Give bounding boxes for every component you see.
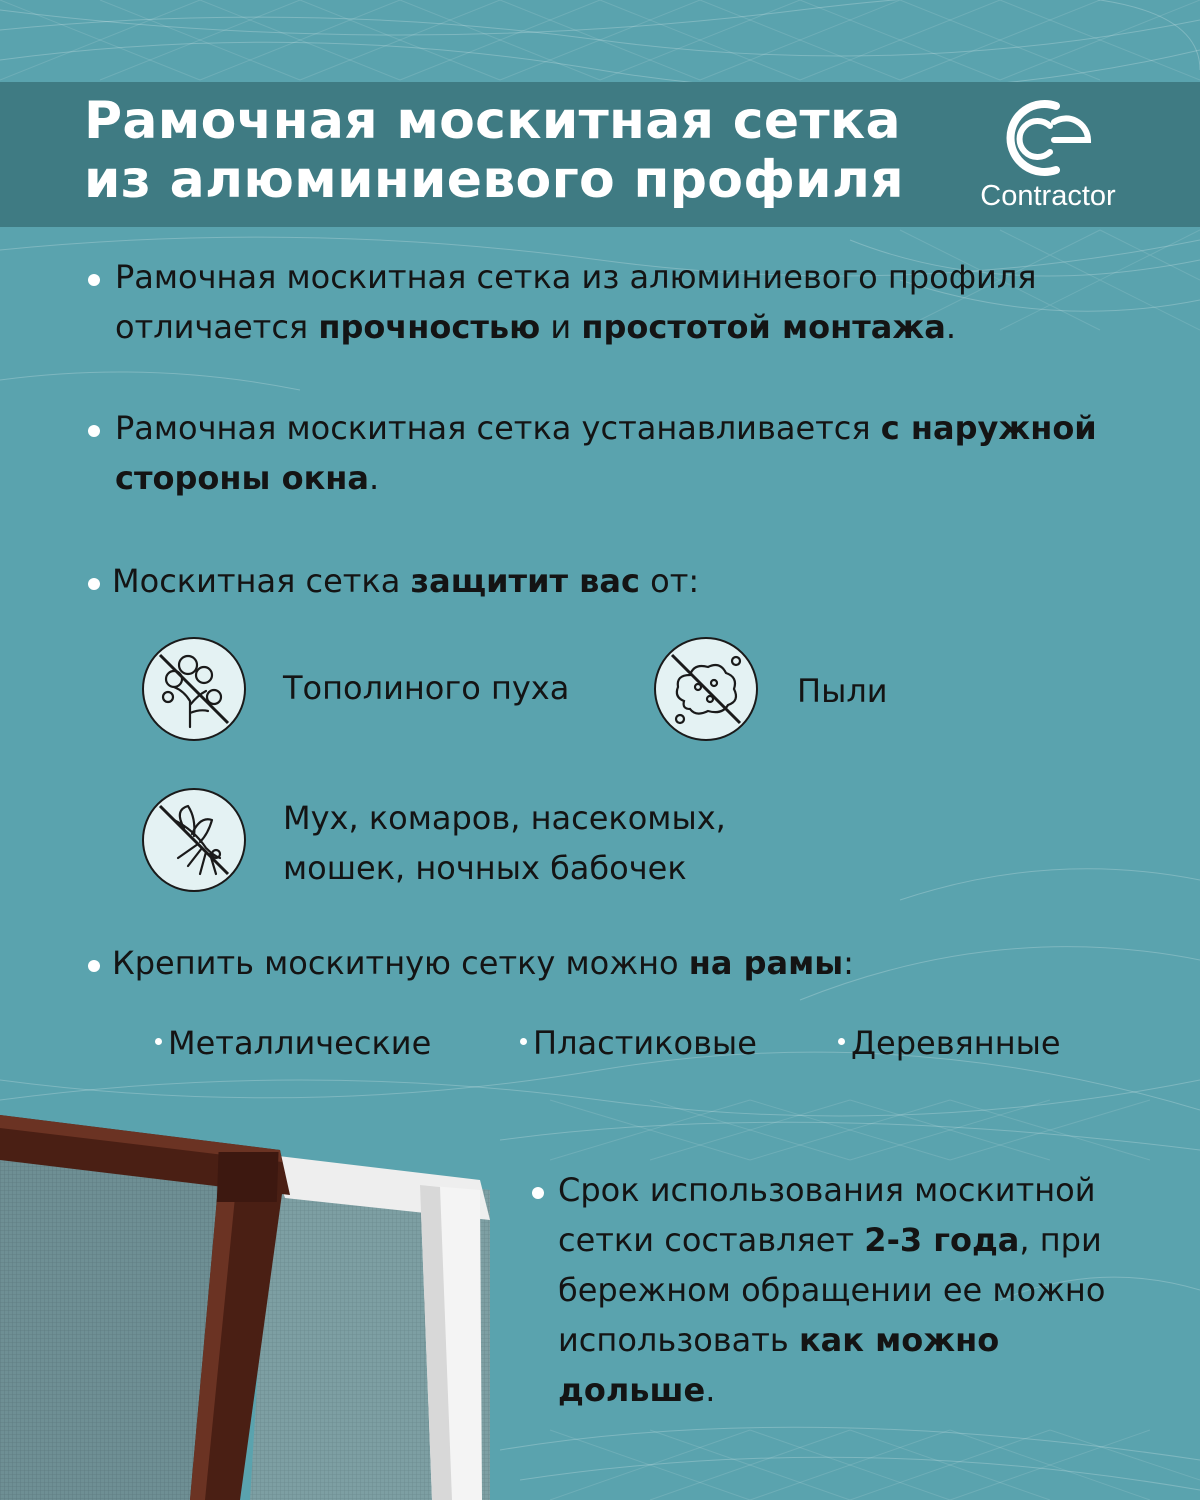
title-line-2: из алюминиевого профиля xyxy=(84,150,904,210)
bullet-dot xyxy=(88,960,100,972)
protection-poplar-label: Тополиного пуха xyxy=(283,669,570,707)
contractor-c-logo-icon xyxy=(996,96,1092,180)
bullet-protection xyxy=(88,556,1088,606)
bullet-4-bold: на рамы xyxy=(688,944,844,982)
bullet-5-line-1: Срок использования москитной xyxy=(558,1171,1096,1209)
protection-insects-label xyxy=(283,793,726,893)
bullet-frames xyxy=(88,938,1088,988)
bullet-dot xyxy=(88,578,100,590)
logo-text: Contractor xyxy=(980,180,1116,212)
protection-insects-line-2: мошек, ночных бабочек xyxy=(283,849,687,887)
bullet-1-text-and: и xyxy=(540,308,582,346)
no-dust-icon xyxy=(654,637,758,741)
bullet-1-bold-strength: прочностью xyxy=(318,308,541,346)
mosquito-net-frames-photo xyxy=(0,1110,490,1500)
contractor-logo xyxy=(968,96,1128,216)
bullet-5-text-when: , при xyxy=(1019,1221,1102,1259)
frame-type-metal xyxy=(155,1018,431,1068)
bullet-lifetime xyxy=(532,1165,1192,1415)
bullet-dot xyxy=(88,274,100,286)
bullet-2-bold-window-side: стороны окна xyxy=(115,459,369,497)
bullet-dot xyxy=(532,1187,544,1199)
bullet-5-period: . xyxy=(705,1371,716,1409)
frame-type-wood-label: Деревянные xyxy=(851,1024,1061,1062)
bullet-strength xyxy=(88,252,1178,352)
bullet-3-text: Москитная сетка xyxy=(112,562,411,600)
bullet-4-colon: : xyxy=(843,944,854,982)
bullet-3-text-from: от: xyxy=(639,562,700,600)
protection-insects-line-1: Мух, комаров, насекомых, xyxy=(283,799,726,837)
no-poplar-fluff-icon xyxy=(142,637,246,741)
page-title xyxy=(84,92,944,210)
sub-bullet-dot xyxy=(838,1038,845,1045)
bullet-5-line-3: бережном обращении ее можно xyxy=(558,1271,1106,1309)
bullet-1-line-1: Рамочная москитная сетка из алюминиевого профиля xyxy=(115,258,1037,296)
sub-bullet-dot xyxy=(520,1038,527,1045)
bullet-5-bold-years: 2-3 года xyxy=(864,1221,1020,1259)
protection-dust-label: Пыли xyxy=(797,672,888,710)
bullet-1-bold-mounting: простотой монтажа xyxy=(581,308,946,346)
bullet-5-line-4: использовать xyxy=(558,1321,799,1359)
frame-type-wood xyxy=(838,1018,1061,1068)
bullet-installation xyxy=(88,403,1188,503)
bullet-3-bold: защитит вас xyxy=(410,562,640,600)
title-line-1: Рамочная москитная сетка xyxy=(84,91,901,151)
bullet-5-bold-long: как можно xyxy=(798,1321,1000,1359)
bullet-2-bold-outside: с наружной xyxy=(880,409,1097,447)
frame-type-plastic-label: Пластиковые xyxy=(533,1024,757,1062)
bullet-5-line-2: сетки составляет xyxy=(558,1221,865,1259)
bullet-1-period: . xyxy=(945,308,956,346)
frame-type-plastic xyxy=(520,1018,757,1068)
bullet-1-text: отличается xyxy=(115,308,319,346)
sub-bullet-dot xyxy=(155,1038,162,1045)
bullet-2-text: Рамочная москитная сетка устанавливается xyxy=(115,409,881,447)
bullet-dot xyxy=(88,425,100,437)
bullet-4-text: Крепить москитную сетку можно xyxy=(112,944,689,982)
frame-type-metal-label: Металлические xyxy=(168,1024,432,1062)
bullet-5-bold-longer: дольше xyxy=(558,1371,706,1409)
bullet-2-period: . xyxy=(368,459,380,497)
no-mosquito-icon xyxy=(142,788,246,892)
